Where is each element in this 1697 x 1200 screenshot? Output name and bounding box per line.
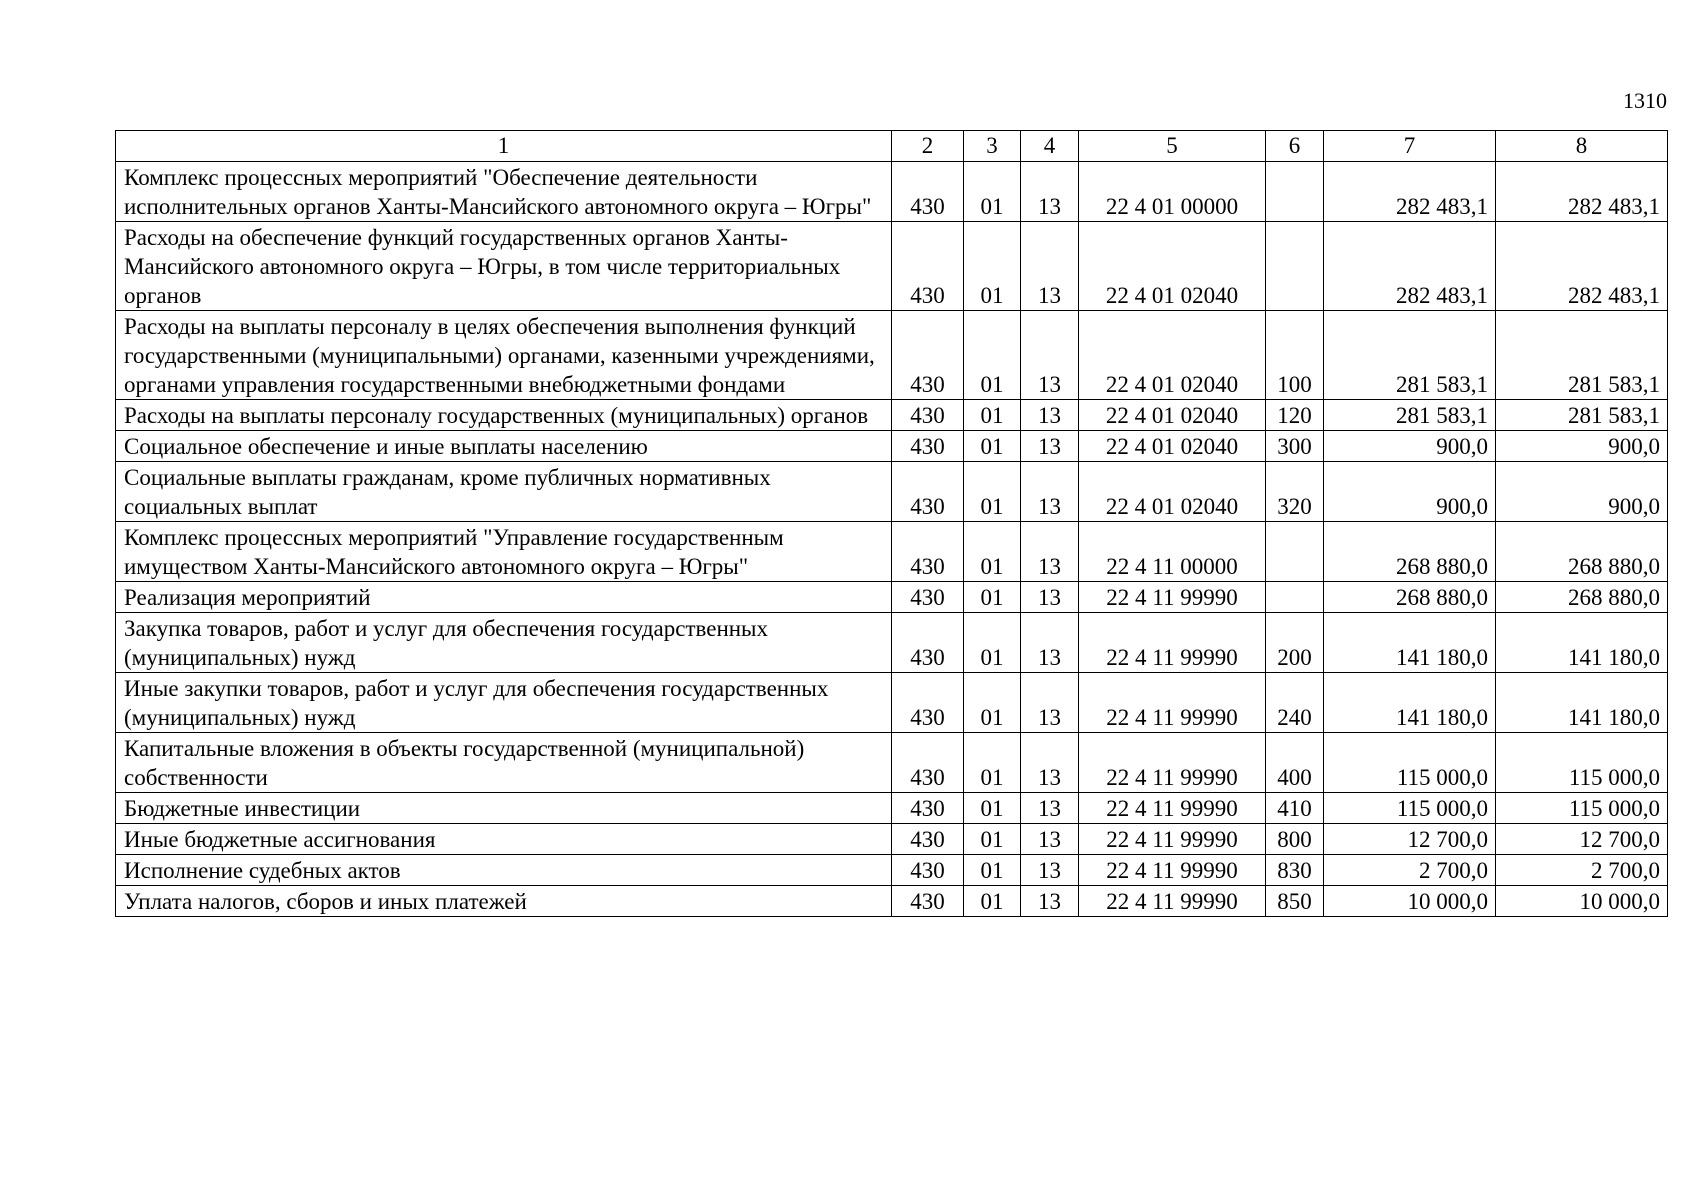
cell-amount-col7: 10 000,0 [1324, 886, 1496, 917]
cell-target-article: 22 4 11 99990 [1079, 582, 1266, 613]
cell-admin-code: 430 [892, 222, 964, 311]
cell-section: 01 [964, 582, 1021, 613]
row-name: Социальные выплаты гражданам, кроме публичных нормативных социальных выплат [116, 462, 892, 522]
cell-amount-col7: 281 583,1 [1324, 311, 1496, 400]
cell-expense-type: 100 [1266, 311, 1324, 400]
row-name: Бюджетные инвестиции [116, 793, 892, 824]
cell-amount-col8: 281 583,1 [1496, 311, 1668, 400]
table-row [116, 733, 1668, 793]
cell-section: 01 [964, 733, 1021, 793]
cell-admin-code: 430 [892, 582, 964, 613]
table-row [116, 311, 1668, 400]
cell-expense-type: 200 [1266, 613, 1324, 673]
cell-amount-col7: 12 700,0 [1324, 824, 1496, 855]
cell-admin-code: 430 [892, 733, 964, 793]
cell-admin-code: 430 [892, 431, 964, 462]
cell-expense-type: 410 [1266, 793, 1324, 824]
table-row [116, 462, 1668, 522]
cell-amount-col8: 281 583,1 [1496, 400, 1668, 431]
column-header-7: 7 [1324, 131, 1496, 162]
cell-target-article: 22 4 11 99990 [1079, 886, 1266, 917]
cell-subsection: 13 [1021, 673, 1079, 733]
column-header-8: 8 [1496, 131, 1668, 162]
table-row [116, 793, 1668, 824]
cell-amount-col8: 141 180,0 [1496, 613, 1668, 673]
table-row [116, 400, 1668, 431]
cell-amount-col7: 268 880,0 [1324, 582, 1496, 613]
cell-admin-code: 430 [892, 855, 964, 886]
cell-amount-col7: 141 180,0 [1324, 613, 1496, 673]
cell-admin-code: 430 [892, 886, 964, 917]
cell-amount-col7: 141 180,0 [1324, 673, 1496, 733]
cell-expense-type: 830 [1266, 855, 1324, 886]
cell-expense-type: 800 [1266, 824, 1324, 855]
cell-amount-col8: 900,0 [1496, 431, 1668, 462]
cell-amount-col7: 282 483,1 [1324, 162, 1496, 222]
cell-subsection: 13 [1021, 522, 1079, 582]
cell-section: 01 [964, 162, 1021, 222]
cell-expense-type: 850 [1266, 886, 1324, 917]
row-name: Расходы на обеспечение функций государственных органов Ханты-Мансийского автономного округа – Югры, в том числе территориальных органов [116, 222, 892, 311]
column-header-6: 6 [1266, 131, 1324, 162]
cell-amount-col8: 12 700,0 [1496, 824, 1668, 855]
cell-amount-col7: 900,0 [1324, 431, 1496, 462]
cell-section: 01 [964, 824, 1021, 855]
cell-section: 01 [964, 462, 1021, 522]
cell-target-article: 22 4 11 99990 [1079, 824, 1266, 855]
row-name: Реализация мероприятий [116, 582, 892, 613]
cell-admin-code: 430 [892, 462, 964, 522]
row-name: Капитальные вложения в объекты государственной (муниципальной) собственности [116, 733, 892, 793]
cell-amount-col8: 282 483,1 [1496, 222, 1668, 311]
row-name: Уплата налогов, сборов и иных платежей [116, 886, 892, 917]
cell-admin-code: 430 [892, 613, 964, 673]
row-name: Иные закупки товаров, работ и услуг для обеспечения государственных (муниципальных) нужд [116, 673, 892, 733]
cell-amount-col8: 115 000,0 [1496, 793, 1668, 824]
cell-amount-col7: 282 483,1 [1324, 222, 1496, 311]
cell-amount-col8: 282 483,1 [1496, 162, 1668, 222]
column-header-5: 5 [1079, 131, 1266, 162]
row-name: Иные бюджетные ассигнования [116, 824, 892, 855]
cell-subsection: 13 [1021, 886, 1079, 917]
row-name: Социальное обеспечение и иные выплаты населению [116, 431, 892, 462]
cell-amount-col7: 281 583,1 [1324, 400, 1496, 431]
cell-amount-col7: 115 000,0 [1324, 793, 1496, 824]
row-name: Расходы на выплаты персоналу в целях обеспечения выполнения функций государственными (муниципальными) органами, казенными учреждениями, органами управления государственными внебюджетными фондами [116, 311, 892, 400]
table-row [116, 162, 1668, 222]
cell-admin-code: 430 [892, 400, 964, 431]
cell-section: 01 [964, 522, 1021, 582]
cell-subsection: 13 [1021, 222, 1079, 311]
cell-target-article: 22 4 11 99990 [1079, 733, 1266, 793]
cell-target-article: 22 4 01 02040 [1079, 311, 1266, 400]
cell-section: 01 [964, 222, 1021, 311]
row-name: Исполнение судебных актов [116, 855, 892, 886]
table-row [116, 522, 1668, 582]
cell-expense-type: 400 [1266, 733, 1324, 793]
row-name: Расходы на выплаты персоналу государственных (муниципальных) органов [116, 400, 892, 431]
row-name: Комплекс процессных мероприятий "Обеспечение деятельности исполнительных органов Ханты-Мансийского автономного округа – Югры" [116, 162, 892, 222]
cell-section: 01 [964, 613, 1021, 673]
cell-subsection: 13 [1021, 431, 1079, 462]
cell-target-article: 22 4 11 99990 [1079, 613, 1266, 673]
column-header-3: 3 [964, 131, 1021, 162]
cell-admin-code: 430 [892, 824, 964, 855]
cell-subsection: 13 [1021, 400, 1079, 431]
cell-target-article: 22 4 01 02040 [1079, 462, 1266, 522]
cell-amount-col8: 268 880,0 [1496, 582, 1668, 613]
row-name: Комплекс процессных мероприятий "Управление государственным имуществом Ханты-Мансийского автономного округа – Югры" [116, 522, 892, 582]
cell-expense-type: 240 [1266, 673, 1324, 733]
cell-subsection: 13 [1021, 824, 1079, 855]
table-row [116, 824, 1668, 855]
cell-admin-code: 430 [892, 793, 964, 824]
budget-table [115, 130, 1668, 917]
cell-subsection: 13 [1021, 311, 1079, 400]
cell-target-article: 22 4 01 02040 [1079, 400, 1266, 431]
cell-target-article: 22 4 01 00000 [1079, 162, 1266, 222]
cell-amount-col8: 900,0 [1496, 462, 1668, 522]
cell-expense-type [1266, 162, 1324, 222]
cell-admin-code: 430 [892, 673, 964, 733]
cell-section: 01 [964, 855, 1021, 886]
cell-amount-col8: 2 700,0 [1496, 855, 1668, 886]
cell-section: 01 [964, 431, 1021, 462]
cell-section: 01 [964, 400, 1021, 431]
cell-target-article: 22 4 11 99990 [1079, 673, 1266, 733]
cell-expense-type [1266, 222, 1324, 311]
cell-admin-code: 430 [892, 311, 964, 400]
cell-subsection: 13 [1021, 162, 1079, 222]
cell-expense-type [1266, 582, 1324, 613]
table-row [116, 673, 1668, 733]
cell-amount-col7: 2 700,0 [1324, 855, 1496, 886]
page-number: 1310 [1623, 88, 1667, 113]
column-header-1: 1 [116, 131, 892, 162]
cell-amount-col8: 141 180,0 [1496, 673, 1668, 733]
table-row [116, 222, 1668, 311]
cell-amount-col7: 268 880,0 [1324, 522, 1496, 582]
row-name: Закупка товаров, работ и услуг для обеспечения государственных (муниципальных) нужд [116, 613, 892, 673]
cell-expense-type: 300 [1266, 431, 1324, 462]
cell-subsection: 13 [1021, 733, 1079, 793]
column-header-4: 4 [1021, 131, 1079, 162]
cell-section: 01 [964, 311, 1021, 400]
cell-subsection: 13 [1021, 582, 1079, 613]
column-header-2: 2 [892, 131, 964, 162]
cell-amount-col7: 115 000,0 [1324, 733, 1496, 793]
cell-section: 01 [964, 673, 1021, 733]
cell-subsection: 13 [1021, 855, 1079, 886]
table-row [116, 855, 1668, 886]
cell-admin-code: 430 [892, 522, 964, 582]
cell-section: 01 [964, 886, 1021, 917]
table-row [116, 613, 1668, 673]
cell-amount-col7: 900,0 [1324, 462, 1496, 522]
cell-expense-type [1266, 522, 1324, 582]
cell-amount-col8: 10 000,0 [1496, 886, 1668, 917]
header-row [116, 131, 1668, 162]
cell-target-article: 22 4 01 02040 [1079, 431, 1266, 462]
table-row [116, 582, 1668, 613]
cell-admin-code: 430 [892, 162, 964, 222]
cell-target-article: 22 4 01 02040 [1079, 222, 1266, 311]
cell-subsection: 13 [1021, 462, 1079, 522]
cell-subsection: 13 [1021, 613, 1079, 673]
table-row [116, 886, 1668, 917]
cell-amount-col8: 115 000,0 [1496, 733, 1668, 793]
cell-expense-type: 120 [1266, 400, 1324, 431]
cell-subsection: 13 [1021, 793, 1079, 824]
cell-amount-col8: 268 880,0 [1496, 522, 1668, 582]
cell-target-article: 22 4 11 00000 [1079, 522, 1266, 582]
cell-expense-type: 320 [1266, 462, 1324, 522]
table-row [116, 431, 1668, 462]
cell-target-article: 22 4 11 99990 [1079, 793, 1266, 824]
cell-target-article: 22 4 11 99990 [1079, 855, 1266, 886]
cell-section: 01 [964, 793, 1021, 824]
